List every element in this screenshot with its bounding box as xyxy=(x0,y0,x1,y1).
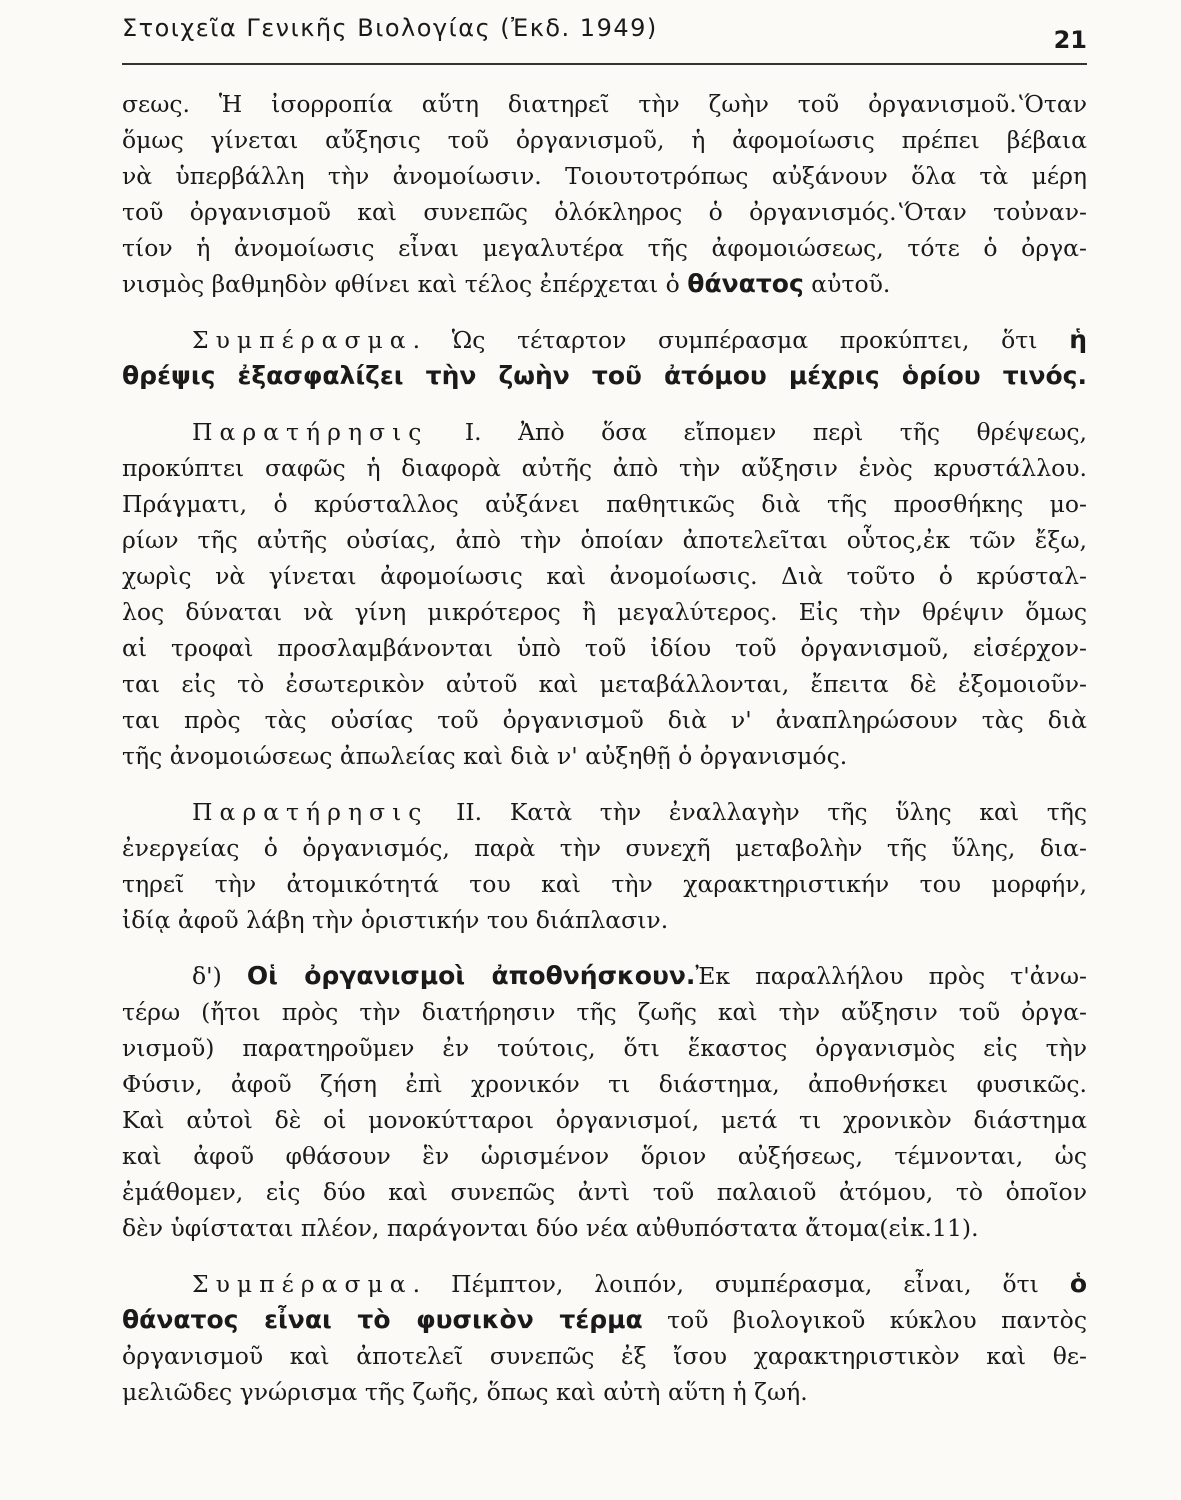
text-line: ὅμως γίνεται αὔξησις τοῦ ὀργανισμοῦ, ἡ ἀφομοίωσις πρέπει βέβαια xyxy=(122,126,1087,154)
text-line: αἱ τροφαὶ προσλαμβάνονται ὑπὸ τοῦ ἰδίου τοῦ ὀργανισμοῦ, εἰσέρχον- xyxy=(122,634,1087,662)
text-line: χωρὶς νὰ γίνεται ἀφομοίωσις καὶ ἀνομοίωσις. Διὰ τοῦτο ὁ κρύσταλ- xyxy=(122,562,1087,590)
text-line: Συμπέρασμα. Ὡς τέταρτον συμπέρασμα προκύπτει, ὅτι ἡ xyxy=(192,325,1087,354)
text-line: θάνατος εἶναι τὸ φυσικὸν τέρμα τοῦ βιολογικοῦ κύκλου παντὸς xyxy=(122,1305,1087,1334)
emphasis-conclusion: θάνατος εἶναι τὸ φυσικὸν τέρμα xyxy=(122,1305,643,1334)
paragraph-nutrition-balance xyxy=(122,86,1087,302)
text-line: νισμοῦ) παρατηροῦμεν ἐν τούτοις, ὅτι ἕκαστος ὀργανισμὸς εἰς τὴν xyxy=(122,1034,1087,1062)
text-line: τηρεῖ τὴν ἀτομικότητά του καὶ τὴν χαρακτηριστικήν του μορφήν, xyxy=(122,870,1087,898)
page-number: 21 xyxy=(1053,26,1087,54)
text-line: τίον ἡ ἀνομοίωσις εἶναι μεγαλυτέρα τῆς ἀφομοιώσεως, τότε ὁ ὀργα- xyxy=(122,234,1087,262)
text-line: σεως. Ἡ ἰσορροπία αὕτη διατηρεῖ τὴν ζωὴν τοῦ ὀργανισμοῦ.ʽΌταν xyxy=(122,90,1087,118)
paragraph-observation-1 xyxy=(122,414,1087,774)
emphasis-death: θάνατος xyxy=(687,269,804,298)
spaced-heading: Συμπέρασμα xyxy=(192,326,413,354)
text-line: ται πρὸς τὰς οὐσίας τοῦ ὀργανισμοῦ διὰ ν' ἀναπληρώσουν τὰς διὰ xyxy=(122,706,1087,734)
running-head xyxy=(122,14,1087,54)
spaced-heading: Παρατήρησις xyxy=(192,798,429,826)
text-line: Καὶ αὐτοὶ δὲ οἱ μονοκύτταροι ὀργανισμοί, μετά τι χρονικὸν διάστημα xyxy=(122,1106,1087,1134)
spaced-heading: Παρατήρησις xyxy=(192,418,429,446)
section-heading: Οἱ ὀργανισμοὶ ἀποθνήσκουν. xyxy=(246,961,696,990)
text-line: λος δύναται νὰ γίνη μικρότερος ἢ μεγαλύτερος. Εἰς τὴν θρέψιν ὅμως xyxy=(122,598,1087,626)
spaced-heading: Συμπέρασμα xyxy=(192,1270,413,1298)
book-title: Στοιχεῖα Γενικῆς Βιολογίας (Ἐκδ. 1949) xyxy=(122,14,658,42)
text-line: τέρω (ἤτοι πρὸς τὴν διατήρησιν τῆς ζωῆς καὶ τὴν αὔξησιν τοῦ ὀργα- xyxy=(122,998,1087,1026)
emphasis-conclusion: θρέψις ἐξασφαλίζει τὴν ζωὴν τοῦ ἀτόμου μέχρις ὁρίου τινός. xyxy=(122,361,1087,390)
text-line: Συμπέρασμα. Πέμπτον, λοιπόν, συμπέρασμα, εἶναι, ὅτι ὁ xyxy=(192,1269,1087,1298)
text-line xyxy=(122,358,1087,394)
paragraph-conclusion-5 xyxy=(122,1266,1087,1410)
text-line: ἰδίᾳ ἀφοῦ λάβη τὴν ὁριστικήν του διάπλασιν. xyxy=(122,906,669,934)
text-line: ὀργανισμοῦ καὶ ἀποτελεῖ συνεπῶς ἐξ ἴσου χαρακτηριστικὸν καὶ θε- xyxy=(122,1342,1087,1370)
text-line: Φύσιν, ἀφοῦ ζήση ἐπὶ χρονικόν τι διάστημα, ἀποθνήσκει φυσικῶς. xyxy=(122,1070,1087,1098)
text-line: Πράγματι, ὁ κρύσταλλος αὐξάνει παθητικῶς διὰ τῆς προσθήκης μο- xyxy=(122,490,1087,518)
paragraph-conclusion-4 xyxy=(122,322,1087,394)
header-rule xyxy=(122,63,1087,65)
text-line: ἐνεργείας ὁ ὀργανισμός, παρὰ τὴν συνεχῆ μεταβολὴν τῆς ὕλης, δια- xyxy=(122,834,1087,862)
text-line: νισμὸς βαθμηδὸν φθίνει καὶ τέλος ἐπέρχεται ὁ θάνατος αὐτοῦ. xyxy=(122,269,891,298)
text-line: δὲν ὑφίσταται πλέον, παράγονται δύο νέα αὐθυπόστατα ἄτομα(εἰκ.11). xyxy=(122,1214,979,1242)
text-line: ρίων τῆς αὐτῆς οὐσίας, ἀπὸ τὴν ὁποίαν ἀποτελεῖται οὗτος,ἐκ τῶν ἔξω, xyxy=(122,526,1087,554)
text-line: ται εἰς τὸ ἐσωτερικὸν αὐτοῦ καὶ μεταβάλλονται, ἔπειτα δὲ ἐξομοιοῦν- xyxy=(122,670,1087,698)
text-line: προκύπτει σαφῶς ἡ διαφορὰ αὐτῆς ἀπὸ τὴν αὔξησιν ἑνὸς κρυστάλλου. xyxy=(122,454,1087,482)
text-line: μελιῶδες γνώρισμα τῆς ζωῆς, ὅπως καὶ αὐτὴ αὕτη ἡ ζωή. xyxy=(122,1378,808,1406)
text-line: τῆς ἀνομοιώσεως ἀπωλείας καὶ διὰ ν' αὐξηθῇ ὁ ὀργανισμός. xyxy=(122,742,848,770)
paragraph-organisms-die xyxy=(122,958,1087,1246)
text-line: Παρατήρησις II. Κατὰ τὴν ἐναλλαγὴν τῆς ὕλης καὶ τῆς xyxy=(192,798,1087,826)
text-line: ἐμάθομεν, εἰς δύο καὶ συνεπῶς ἀντὶ τοῦ παλαιοῦ ἀτόμου, τὸ ὁποῖον xyxy=(122,1178,1087,1206)
paragraph-observation-2 xyxy=(122,794,1087,938)
text-line: δ') Οἱ ὀργανισμοὶ ἀποθνήσκουν.Ἐκ παραλλήλου πρὸς τ'ἀνω- xyxy=(192,961,1087,990)
text-line: καὶ ἀφοῦ φθάσουν ἓν ὡρισμένον ὅριον αὐξήσεως, τέμνονται, ὡς xyxy=(122,1142,1087,1170)
text-line: Παρατήρησις I. Ἀπὸ ὅσα εἴπομεν περὶ τῆς θρέψεως, xyxy=(192,418,1087,446)
text-line: νὰ ὑπερβάλλη τὴν ἀνομοίωσιν. Τοιουτοτρόπως αὐξάνουν ὅλα τὰ μέρη xyxy=(122,162,1087,190)
body-text xyxy=(122,86,1087,1410)
text-line: τοῦ ὀργανισμοῦ καὶ συνεπῶς ὁλόκληρος ὁ ὀργανισμός.ʽΌταν τοὐναν- xyxy=(122,198,1087,226)
